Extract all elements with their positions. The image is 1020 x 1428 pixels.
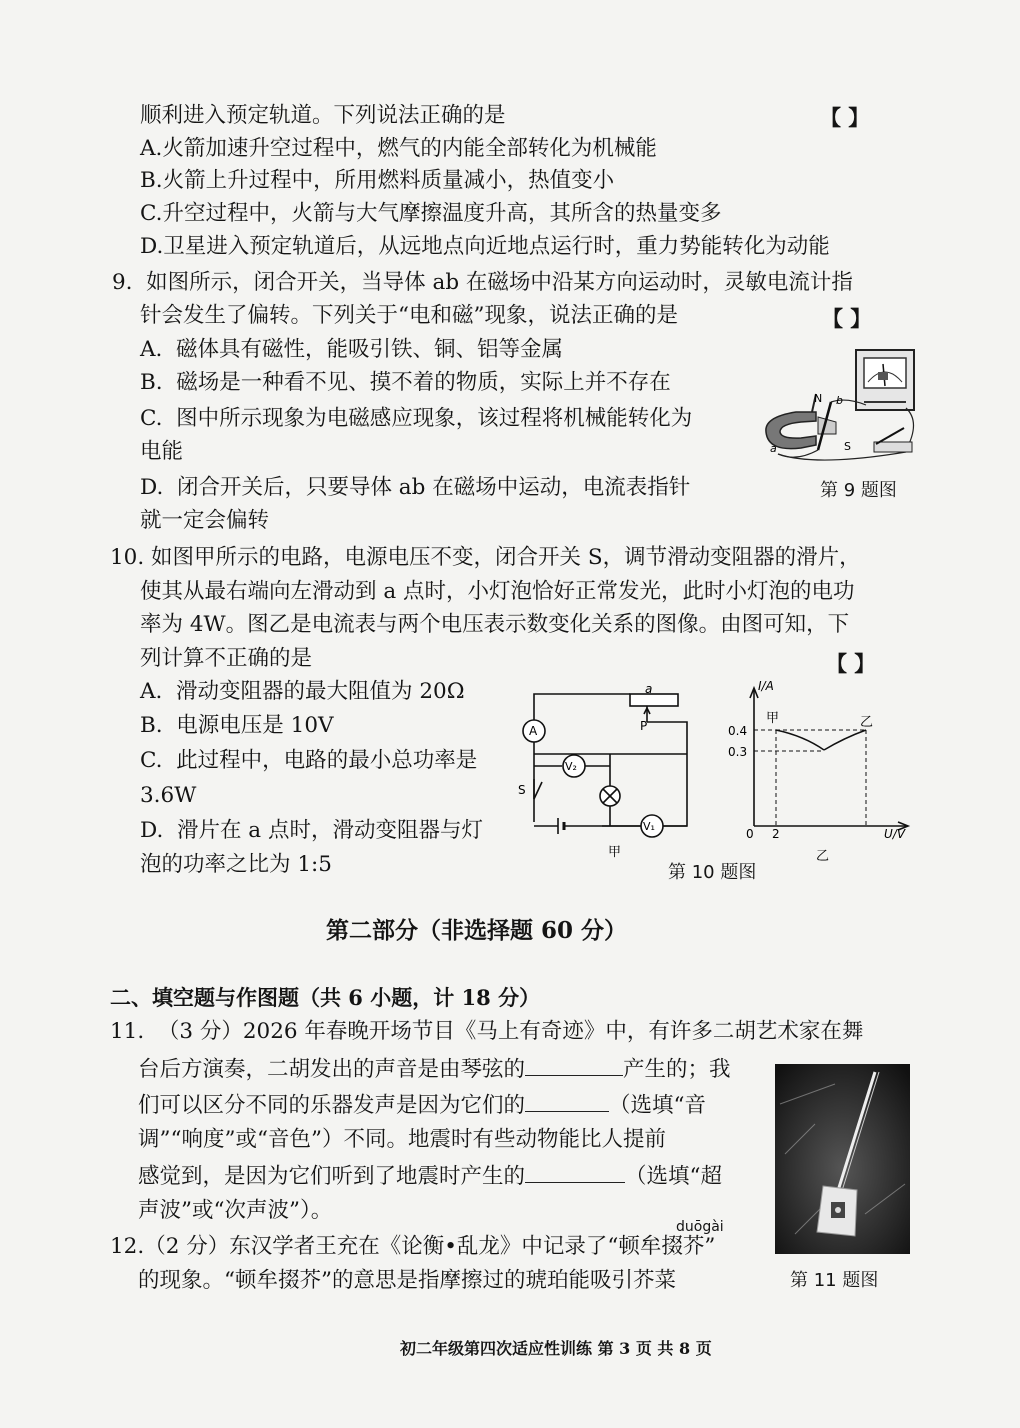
q11-line5-text-b: （选填“超 xyxy=(625,1164,723,1189)
q11-line5-text-a: 感觉到，是因为它们听到了地震时产生的 xyxy=(138,1164,526,1189)
q11-blank-3[interactable] xyxy=(525,1160,625,1183)
q10-option-a: A. 滑动变阻器的最大阻值为 20Ω xyxy=(140,679,465,704)
q10-ammeter-label: A xyxy=(529,724,538,738)
q8-option-b: B.火箭上升过程中，所用燃料质量减小，热值变小 xyxy=(140,168,615,193)
q10-v2-label: V₂ xyxy=(565,760,577,773)
q10-stem-line1: 10. 如图甲所示的电路，电源电压不变，闭合开关 S，调节滑动变阻器的滑片， xyxy=(110,545,861,570)
q9-figure-caption: 第 9 题图 xyxy=(820,480,897,501)
q8-option-a: A.火箭加速升空过程中，燃气的内能全部转化为机械能 xyxy=(140,136,657,161)
q9-answer-bracket: 【 】 xyxy=(822,306,872,331)
q8-answer-bracket: 【 】 xyxy=(820,105,870,130)
q10-graph-title: 乙 xyxy=(816,849,830,864)
q10-graph-yaxis-label: I/A xyxy=(758,679,774,693)
q10-v1-label: V₁ xyxy=(643,820,655,833)
section2-heading: 二、填空题与作图题（共 6 小题，计 18 分） xyxy=(110,985,541,1010)
q11-line1: 11. （3 分）2026 年春晚开场节目《马上有奇迹》中，有许多二胡艺术家在舞 xyxy=(110,1019,864,1044)
q11-line5 xyxy=(138,1160,722,1192)
q11-line2-text-a: 台后方演奏，二胡发出的声音是由琴弦的 xyxy=(138,1057,526,1082)
q9-option-d-cont: 就一定会偏转 xyxy=(140,508,270,533)
q9-option-c-cont: 电能 xyxy=(140,439,184,464)
q10-circuit-diagram xyxy=(512,684,702,864)
q10-circuit-label-a: a xyxy=(645,684,653,696)
q12-pinyin: duōgài xyxy=(676,1219,724,1235)
q11-line3 xyxy=(138,1089,706,1121)
q10-graph-tick-03: 0.3 xyxy=(728,745,748,759)
q10-graph-tick-2: 2 xyxy=(772,827,780,841)
q10-circuit-title: 甲 xyxy=(608,845,622,860)
q9-figure-galvanometer xyxy=(756,342,926,467)
q11-figure-caption: 第 11 题图 xyxy=(790,1270,879,1291)
part2-heading: 第二部分（非选择题 60 分） xyxy=(326,917,628,944)
q9-stem-line2: 针会发生了偏转。下列关于“电和磁”现象，说法正确的是 xyxy=(140,303,678,328)
q11-line2 xyxy=(138,1053,731,1085)
q10-circuit-label-p: P xyxy=(640,719,648,733)
q9-stem-line1: 9. 如图所示，闭合开关，当导体 ab 在磁场中沿某方向运动时，灵敏电流计指 xyxy=(112,270,853,295)
q10-graph-xaxis-label: U/V xyxy=(884,827,906,841)
q9-option-b: B. 磁场是一种看不见、摸不着的物质，实际上并不存在 xyxy=(140,370,671,395)
q12-line2: 的现象。“顿牟掇芥”的意思是指摩擦过的琥珀能吸引芥菜 xyxy=(138,1268,676,1293)
q10-figure-caption: 第 10 题图 xyxy=(668,862,757,883)
q10-stem-line2: 使其从最右端向左滑动到 a 点时，小灯泡恰好正常发光，此时小灯泡的电功 xyxy=(140,579,855,604)
q10-switch-label: S xyxy=(518,783,526,797)
q9-fig-label-s: S xyxy=(844,440,851,453)
q10-graph-curve-jia: 甲 xyxy=(766,711,780,726)
q10-option-c-cont: 3.6W xyxy=(140,783,197,808)
q11-line3-text-a: 们可以区分不同的乐器发声是因为它们的 xyxy=(138,1093,526,1118)
q11-erhu-photo xyxy=(775,1064,910,1254)
q10-graph-curve-yi: 乙 xyxy=(860,715,874,730)
q11-blank-2[interactable] xyxy=(525,1089,609,1112)
page-footer: 初二年级第四次适应性训练 第 3 页 共 8 页 xyxy=(400,1339,712,1358)
q10-option-c: C. 此过程中，电路的最小总功率是 xyxy=(140,748,478,773)
q11-blank-1[interactable] xyxy=(525,1053,623,1076)
q10-option-d: D. 滑片在 a 点时，滑动变阻器与灯 xyxy=(140,818,483,843)
q10-stem-line4: 列计算不正确的是 xyxy=(140,646,313,671)
q9-fig-label-n: N xyxy=(814,392,823,405)
q10-option-d-cont: 泡的功率之比为 1:5 xyxy=(140,852,332,877)
q11-line4: 调”“响度”或“音色”）不同。地震时有些动物能比人提前 xyxy=(138,1127,666,1152)
q8-option-d: D.卫星进入预定轨道后，从远地点向近地点运行时，重力势能转化为动能 xyxy=(140,234,830,259)
q8-stem-tail: 顺利进入预定轨道。下列说法正确的是 xyxy=(140,103,506,128)
q11-line2-text-b: 产生的；我 xyxy=(623,1057,731,1082)
q9-option-c: C. 图中所示现象为电磁感应现象，该过程将机械能转化为 xyxy=(140,406,693,431)
q10-graph-tick-0: 0 xyxy=(746,827,754,841)
q10-graph xyxy=(724,678,920,868)
q10-stem-line3: 率为 4W。图乙是电流表与两个电压表示数变化关系的图像。由图可知，下 xyxy=(140,612,850,637)
q10-graph-tick-04: 0.4 xyxy=(728,724,748,738)
q9-fig-label-b: b xyxy=(836,394,843,407)
q8-option-c: C.升空过程中，火箭与大气摩擦温度升高，其所含的热量变多 xyxy=(140,201,722,226)
q10-option-b: B. 电源电压是 10V xyxy=(140,713,334,738)
q9-option-a: A. 磁体具有磁性，能吸引铁、铜、铝等金属 xyxy=(140,337,564,362)
q11-line6: 声波”或“次声波”）。 xyxy=(138,1198,333,1223)
q9-fig-label-a: a xyxy=(770,442,777,455)
q9-option-d: D. 闭合开关后，只要导体 ab 在磁场中运动，电流表指针 xyxy=(140,475,691,500)
q10-answer-bracket: 【 】 xyxy=(826,651,876,676)
q12-line1: 12.（2 分）东汉学者王充在《论衡•乱龙》中记录了“顿牟掇芥” xyxy=(110,1234,716,1259)
q11-line3-text-b: （选填“音 xyxy=(609,1093,707,1118)
